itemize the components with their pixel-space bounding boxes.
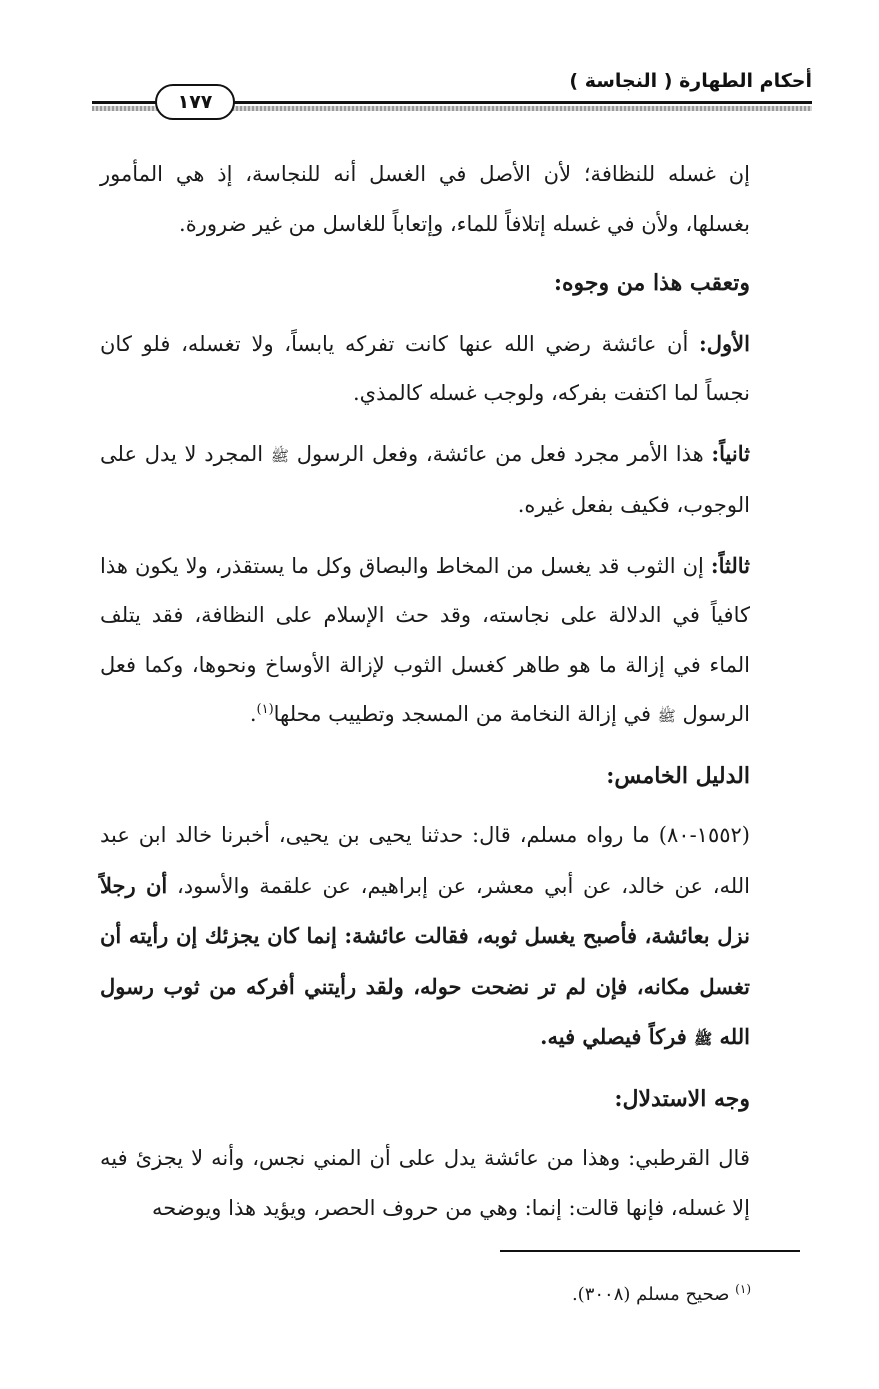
- paragraph-third: [100, 541, 750, 742]
- salutation-glyph: ﷺ: [694, 1030, 713, 1048]
- footnote-rule: [500, 1250, 800, 1252]
- main-text: [100, 150, 750, 1233]
- paragraph-intro: إن غسله للنظافة؛ لأن الأصل في الغسل أنه للنجاسة، إذ هي المأمور بغسلها، ولأن في غسله إتلافاً للماء، وإتعاباً للغاسل من غير ضرورة.: [100, 162, 750, 236]
- page-number: ١٧٧: [155, 84, 235, 120]
- running-title: أحكام الطهارة ( النجاسة ): [569, 70, 812, 92]
- running-header: [92, 62, 812, 124]
- paragraph-narration: [100, 811, 750, 1065]
- third-label: ثالثاً:: [710, 552, 750, 578]
- heading-objection: وتعقب هذا من وجوه:: [553, 270, 750, 296]
- narration-chain: (١٥٥٢-٨٠) ما رواه مسلم، قال: حدثنا يحيى بن يحيى، أخبرنا خالد ابن عبد الله، عن خالد، عن أبي معشر، عن إبراهيم، عن علقمة والأسود،: [100, 823, 750, 898]
- second-label: ثانياً:: [711, 440, 750, 466]
- salutation-glyph: ﷺ: [270, 446, 289, 465]
- paragraph-second: [100, 429, 750, 531]
- footnote-reference[interactable]: (١): [256, 702, 274, 717]
- footnote-1: [572, 1282, 751, 1305]
- salutation-glyph: ﷺ: [657, 707, 676, 725]
- footnote-number: (١): [735, 1282, 751, 1296]
- third-text-b: في إزالة النخامة من المسجد وتطييب محلها: [273, 702, 658, 726]
- first-label: الأول:: [699, 330, 750, 356]
- narration-text-b: فركاً فيصلي فيه.: [540, 1024, 695, 1049]
- third-end: .: [249, 702, 257, 726]
- paragraph-first: [100, 319, 750, 419]
- heading-fifth-evidence: الدليل الخامس:: [606, 762, 750, 789]
- second-text-a: هذا الأمر مجرد فعل من عائشة، وفعل الرسول: [288, 441, 712, 466]
- heading-inference: وجه الاستدلال:: [614, 1085, 750, 1112]
- paragraph-qurtubi: قال القرطبي: وهذا من عائشة يدل على أن المني نجس، وأنه لا يجزئ فيه إلا غسله، فإنها قالت: إنما: وهي من حروف الحصر، ويؤيد هذا ويوضحه: [100, 1146, 750, 1220]
- first-text: أن عائشة رضي الله عنها كانت تفركه يابساً، ولا تغسله، فلو كان نجساً لما اكتفت بفركه، ولوجب غسله كالمذي.: [100, 331, 750, 405]
- second-text-b: المجرد لا يدل على الوجوب، فكيف بفعل غيره.: [100, 441, 750, 517]
- footnote-text: صحيح مسلم (٣٠٠٨).: [571, 1284, 730, 1305]
- narration-text-a: أن رجلاً نزل بعائشة، فأصبح يغسل ثوبه، فقالت عائشة: إنما كان يجزئك إن رأيته أن تغسل مكانه، فإن لم تر نضحت حوله، ولقد رأيتني أفركه من ثوب رسول الله: [100, 872, 750, 1049]
- third-text-a: إن الثوب قد يغسل من المخاط والبصاق وكل ما يستقذر، ولا يكون هذا كافياً في الدلالة على نجاسته، وقد حث الإسلام على النظافة، فقد يتلف الماء في إزالة ما هو طاهر كغسل الثوب لإزالة الأوساخ ونحوها، وكما فعل الرسول: [100, 553, 750, 726]
